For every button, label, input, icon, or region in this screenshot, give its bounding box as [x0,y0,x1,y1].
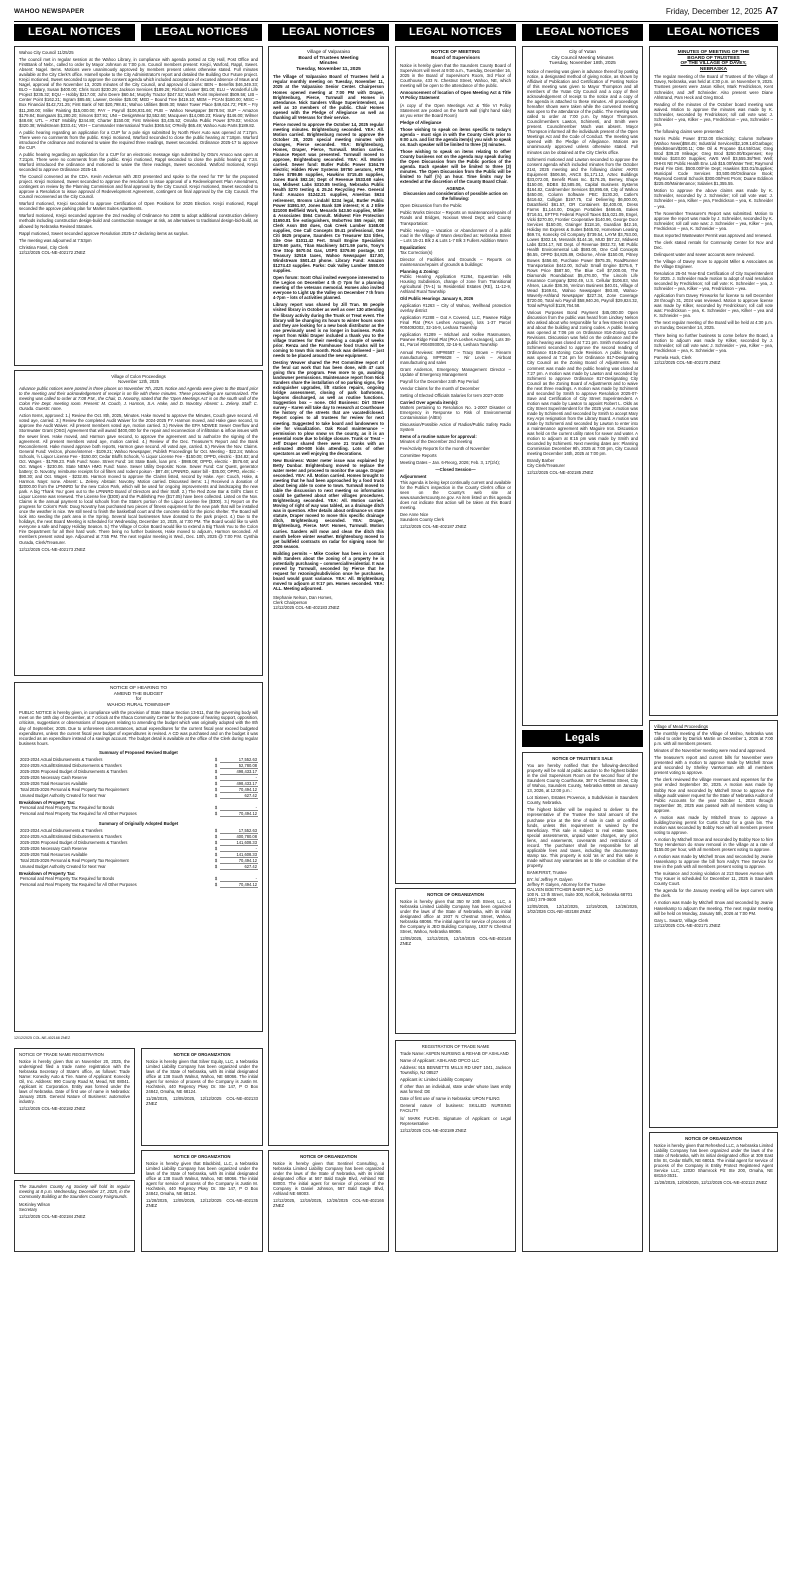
budget-row-currency: $ [214,876,218,882]
notice-text: Notice is hereby given that Refreshed LLC, a Nebraska Limited Liability Company has been organized under the laws of the State of Nebraska, with its initial designated office at 309 East Elm St, Cedar Bluffs, NE 68015. The initial agent for service of process of the Company is Entity Protect Registered Agent Service LLC, 12020 Shamrock Plz Ste 200, Omaha, NE 68154-3531. [654,1143,773,1179]
budget-row-amount: - [220,876,258,882]
notice-title: NOTICE OF ORGANIZATION [685,1136,742,1141]
notice-code: 12/12/2025 COL-NE-402185 ZNEZ [527,470,594,476]
budget-row [19,863,258,869]
notice-title: MINUTES OF MEETING OF THE [677,50,750,55]
notice-text: Norris Public Power $732.00 Electricity; Column Software (Wahoo News)$58.45; Industrial Services/$2,109.14/Garbage; Windstream/$200.11; Otte Oil & Propane $14.55/Gas; Greg Brod $39.20 Mileage; Greg Brod $250.00/Expenses; Key Wahoo $103.00 Supplies; AWS Well $3,555.38/Test Well; DHHS NE Public Health Env. Lab $15.00/Water Test; Raymond Rural Fire Dist. $500.00/Fire Dept; Hawkins $33.01/Supplies; Municipal Code Services $3,500.00/Ordinance Book; Raymond Central Schools $300.00/Fest Prom; Duane Eddinon $225.00/Maintenance; Salaries $1,355.55. [654,135,773,187]
notice-text: Building permits – Mike Cooker has been in contact with Sanders about the zoning of a property he is potentially purchasing – commercial/residential. It was moved by Turnwall, seconded by Pierce that he request for rezoning/subdivision once he purchases, board would grant variance. YEA: All. Brightenburg moved to adjourn at 9:17 pm. Homes seconded. YEA: ALL. Meeting adjourned. [273,550,384,592]
section-header-1: LEGAL NOTICES [14,24,135,41]
agenda-item: Committee Reports [400,453,437,459]
notice-yutan-minutes [522,46,643,726]
notice-text: The Council convened as the CDA. Kevin Anderson with JEO presented and spoke to the need for TIF for the proposed project. Krejci motioned, Sweet seconded to approve the resolution to issue approval of a Redevelopment Plan Amendment, contingent on review by the Planning Commission and final approval by the City Council. Krejci motioned, Sweet seconded to approve a Resolution to issue approval of Redevelopment Agreement, contingent on final approval by the City Council. The Council reconvened as the City Council. [19,174,258,200]
budget-row-label: 2025-2026 Proposed Budget of Disbursements & Transfers [20,769,128,775]
notice-text: The nuisance and zoning violation at 213 Bowen Avenue with Troy Kauer is scheduled for December 11, 2025 in Saunders County Court. [654,871,773,887]
header-rule [14,21,778,22]
notice-colon-proceedings [14,370,263,676]
notice-text: Open forum: Scott Ohai invited everyone interested to the Legion on December 4 th @ 7pm for a planning meeting of the veterans memorial. Homes also invited everyone to Light Up the Valley on December 7 th from 4-7pm – lots of activities planned. [273,275,384,301]
page-number: A7 [765,6,778,17]
budget-row-label: 2025-2026 Necessary Cash Reserve [20,775,88,781]
budget-row-label: 2025-2026 Proposed Budget of Disbursements & Transfers [20,840,128,846]
notice-trade-name-aspen [395,1040,516,1252]
section-header-6: LEGAL NOTICES [649,24,778,41]
budget-row-label: Unused Budget Authority Created for Next Year [20,793,106,799]
notice-code: 12/12/2025 COL-NE-402183 ZNEZ [273,605,340,611]
agenda-item: Discussion/Possible Action of Radios/Public Safety Radio System [400,422,511,433]
notice-text: Minutes of the November meeting were read and approved. [654,748,767,754]
notice-text: The clerk stated rentals for Community Center for Nov and Dec. [654,239,773,250]
agenda-item: Fee/Activity Reports for the month of November [400,446,490,452]
notice-text: Pierce moved to approve the October 14, 2025 regular meeting minutes. Brightenburg seconded. YEA: All. Motion carried. Brightenburg moved to approve the October 28, 2025 special meeting minutes with changes, Pierce seconded. YEA: Brightenburg, Homes, Draper, Pierce, Turnwall. Motion carries. Finance Report was presented. Turnwall moved to approve, Brightenburg seconded. YEA: All. Motion carried. Sewer fund: Butler Public Power $164.79 electric; Hidden River Systems $9750 aerators, HTM Sales $789.86 supplies, Hawkins $715.45 supplies, Jones Bank $92.16; Dept of Revenue $533.68 sales tax, Midwest Labs $310.85 testing, Nebraska Public Health $270 testing & 25.24 Recycling Fee. General fund: Amazon $1242.21 supplies, Ameritas $624 retirement, Bromm Lindahl $234 legal, Butler Public Power $1861.97, Jones Bank $39 interest; K & J Elite $21000 Bellfield Work, Menards $43.50 supplies, Miller & Associates $564 Consult. Midwest Fire Protection $1650.81 fire extinguishers, MoboTrex $65 repair, NE Clerk Assn $50 dues, Oak Creek Lumber $168.08 supplies, One Call Concepts $9.41 professional, One Citi $625 propane, Saunders Co Treasurer $24 titles, Site One $1011.42 Fert. Small Engine Specialists $279.60 parts, Titan Machinery $471.59 parts, Tony's One Stop $670.04 Gas, USPS $376.90 postage, US Treasury $2516 taxes, Wahoo Newspaper $17.80, Windstream $501.43 phone. Library Fund: Amazon $1274.43 supplies. Parks: Oak Valley Lumber $550.00 supplies. [273,121,384,274]
budget-row-label: Personal and Real Property Tax Required for Bonds [20,876,115,882]
issue-date-text: Friday, December 12, 2025 [665,7,763,16]
budget-row-currency: $ [214,763,218,769]
notice-title: NOTICE OF ORGANIZATION [173,1154,231,1159]
section-header-5: LEGAL NOTICES [522,24,643,41]
budget-row-label: Total 2025-2026 Personal & Real Property Tax Requirement [20,787,129,793]
budget-row-label: 2025-2026 Total Resources Available [20,781,88,787]
notice-text: Library report was shared by Jill Tran. 55 people visited library in October as well as over 130 attending the library activity during the Trunk or Treat event. The library will be changing its hours to winter hours soon and they are looking for a new book distributor as the one previously used is no longer in business. Parks report from Nikki Draper included a thank you to the village trustees for their meeting a couple of weeks prior. Renza and the Farmhouse food trucks will be coming to town this month. Rock was delivered – just needs to be placed around the new equipment. [273,302,384,358]
notice-text: A motion was made by Mitchell Snow and seconded by Jeanie Hasenkamp to approve the bill from Andy's Tree Service for tree in the park with all members present voting to approve. [654,854,773,870]
agenda-item: Public Works Director – Reports on maintenance/repairs of Roads and Bridges, Noxious Weed Dept; and County Transportation: [400,210,511,226]
notice-title: Minutes [319,61,338,67]
notice-title: NOTICE OF HEARING TO [109,686,168,691]
budget-row-label: Personal and Real Property Tax Required for Bonds [20,805,115,811]
budget-row-currency: $ [214,775,218,781]
notice-signature: 100 N. 13 th Street, Suite 300, Norfolk, Nebraska 68701 [527,892,633,898]
budget-table-original [19,828,258,870]
agenda-heading: AGENDA [446,186,465,192]
budget-row-amount: - [220,805,258,811]
budget-row-amount: 498,433.17 [220,768,258,774]
budget-row-label: 2025-2026 Total Resources Available [20,852,88,858]
budget-row-amount: 627.42 [220,792,258,798]
notice-text: The meeting was adjourned at 7:53pm [19,237,92,243]
notice-code: 12/05/2025, 12/12/2025, 12/19/2025, 12/26/2025, 1/02/2026 COL-NE-402188 ZNEZ [527,904,638,915]
budget-row-currency: $ [214,769,218,775]
budget-row-amount: 70,494.12 [220,786,258,792]
budget-row-currency: $ [214,864,218,870]
notice-signature: Saunders County Clerk [400,516,444,522]
agenda-item: Setting of Elected Officials Salaries for term 2027-2030 [400,392,504,398]
notice-title: Tuesday, November 11, 2025 [296,66,361,72]
notice-text: Notice is hereby given that Silver Equity, LLC, a Nebraska Limited Liability Company has been organized under the laws of the State of Nebraska, with its initial designated office at 138 South Walnut, Wahoo, NE 68066. The initial agent for service of process of the Company is Justin M. Hochstein, 440 Regency Pkwy Dr. Ste 147, P O Box 24842, Omaha, NE 68124. [146,1059,258,1095]
notice-text: You are hereby notified that the following-described property will be sold at public auction to the highest bidder in the civil Supervisors Room on the second floor of the Saunders County Courthouse, 387 N Chestnut Street, City of Wahoo, Saunders County, Nebraska 68066 on January 13, 2026, at 12:00 p.m.: [527,763,638,794]
notice-text: Reading of the minutes of the October board meeting was waived. Motion to approve the minutes was made by K. Schneider, seconded by Fredrickson; roll call vote was: J. Schneider – yea, Kilker – yea, Fredrickson – yea, Schneider – yea. [654,101,773,127]
agenda-item: Minutes of the December 2nd meeting [400,439,473,445]
notice-title: Wahoo City Council 11/25/25 [19,50,74,55]
agenda-item: Annual Reviews: MP#6587 – Tracy Brown – Firearm manufacturing. MP#6628 – Nir Levin – Airboat manufacturing and sales [400,349,511,365]
notice-text: Bous reported Wastewater Permit was approved and renewed. [654,232,773,238]
budget-row-currency: $ [214,757,218,763]
notice-title: City Council Meeting Minutes [551,55,614,61]
notice-signature: BY: /s/ Jeffrey P. Galyen [527,877,573,883]
notice-text: Notice is hereby given that the Saunders County Board of Supervisors will meet at 9:00 a.m., Tuesday, December 16, 2025 in the Board of Supervisor's Room, 3rd Floor of Courthouse, 433 N. Chestnut Street, Wahoo, NE, which meeting will be open to the attendance of the public. [400,63,511,89]
issue-date [666,6,778,17]
notice-signature: McKinley Wilson [19,1202,51,1208]
agenda-heading: —Closed Session— [435,467,476,473]
notice-text: This agenda is being kept continually current and available for the Public's inspection in the County Clerk's office or seen on the County's web site at www.saunderscounty.ne.gov. An item listed on this agenda does not indicate that action will be taken at this Board meeting. [400,479,511,510]
section-header-4: LEGAL NOTICES [395,24,516,41]
budget-row-amount: 52,780.08 [220,762,258,768]
notice-text: Name of Applicant: ASHLAND OPCO LLC [400,1058,480,1064]
budget-row-currency: $ [214,787,218,793]
notice-signature: Christina Fasel, City Clerk [19,244,69,250]
notice-text: Those wishing to speak on items specific to today's agenda – must sign in with the County Clerk prior to 9:00 a.m. and list the agenda item(s) you wish to speak on. Each speaker will be limited to three (3) minutes. [400,126,511,147]
notice-davey-minutes [649,46,778,716]
agenda-item: Payroll for the December 24th Pay Period [400,378,479,384]
notice-text: A public hearing regarding an application for a CUP for a pole sign submitted by North River Auto was opened at 7:17pm. There were no comments from the public. Krejci motioned, Warford seconded to close the public hearing at 7:18pm. Warford introduced the ordinance and motioned to waive the required three readings, Sweet seconded. Ordinance 2025-17 to approve the CUP. [19,129,258,150]
notice-text: If other than an individual, state under whose laws entity was formed: DE [400,1084,511,1095]
budget-row [19,881,258,887]
notice-text: Notice is hereby given that 350 W 10th Street, LLC, a Nebraska Limited Liability Company has been organized under the laws of the State of Nebraska, with its initial designated office at 1937 N Chestnut Street, Wahoo, Nebraska 68066. The initial agent for service of process of the Company is JEO Building Company, 1937 N Chestnut Street, Wahoo, Nebraska 68066. [400,899,511,935]
notice-organization-blackbird [141,1150,263,1252]
budget-row-label: 2025-2026 Necessary Cash Reserve [20,846,88,852]
notice-title: Board of Trustees Meeting [298,55,359,61]
agenda-heading: Equalization: [400,244,427,250]
notice-text: Date of first use of name in Nebraska: UPON FILING [400,1096,500,1102]
budget-row-amount: 141,608.33 [220,839,258,845]
budget-table-proposed [19,757,258,799]
notice-signature: GALYEN BOETTCHER BAIER PC, LLO [527,887,603,893]
budget-row-label: 2023-2024 Actual Disbursements & Transfers [20,757,103,763]
notice-text: The Saunders County Ag Society will hold its regular meeting at 8 p.m. Wednesday, December 17, 2025, in the Community Building at the Saunders County Fairgrounds. [19,1184,130,1200]
notice-text: PUBLIC NOTICE is hereby given, in compliance with the provision of State Statue Section 13-511, that the governing body will meet on the 18th day of December, at 7 o'clock at the Ithaca Community Center for the purpose of hearing support, opposition, criticism, suggestions or observations of taxpayers relating to amending the budget which was originally adopted with the 8th day of September, 2025. Due to unforeseen circumstances, actual expenditures for the current fiscal year exceed budgeted expenditures, unless the current fiscal year budget of expenditures is revised. A CD was purchased and on the budget it was recorded as an expenditure instead of a savings account. The budget detail is available at the office of the Clerk during regular business hours. [19,710,258,746]
notice-text: Address: 915 BENNETTS MILLS RD UNIT 1041, Jackson Township, NJ 08527 [400,1065,511,1076]
notice-title: Tuesday, November 18th, 2025 [549,61,616,67]
notice-organization-silver-equity [141,1048,263,1146]
notice-text: A motion was made by Mitchell Snow and seconded by Jeanie Hasenkamp to adjourn the meeting. The next regular meeting will be held on Monday, January 5th, 2026 at 7:00 PM. [654,900,773,916]
budget-table-original-tax [19,876,258,888]
agenda-heading: Adjournment [400,474,427,480]
agenda-item: Application #1263 – City of Wahoo, Wellhead protection overlay district [400,303,511,314]
budget-row-currency: $ [214,793,218,799]
notice-trustees-sale [522,752,643,1252]
notice-trade-name [14,1048,135,1174]
notice-mead-proceedings [649,720,778,1128]
budget-row-amount: 70,494.12 [220,810,258,816]
notice-title: NEBRASKA [699,66,728,72]
notice-text: Warford motioned, Krejci seconded to approve Certification of Open Positions for 2026 Election. Krejci motioned, Rappl seconded the approve parking plan for Market Suites Apartments. [19,201,258,212]
notice-text: Those wishing to speak on items relating to other County business not on the agenda may speak during the Open Discussion from the Public portion of the agenda. Each speaker will be limited to three (3) minutes. The Open Discussion from the Public will be limited to half (½) an hour. Time limits may be extended at the discretion of the County Board Chair. [400,148,511,185]
notice-signature: (402) 379-3600 [527,897,557,903]
notice-signature: Brandy Barber [527,458,555,464]
masthead [14,6,778,20]
budget-heading: Summary of Proposed Revised Budget [99,749,178,755]
budget-row-amount: 400,780.08 [220,833,258,839]
notice-text: There being no further business to come before the Board, a motion to adjourn was made by Kilker, seconded by J. Schneider; roll call vote was: J. Schneider – yea, Kilker – yea, Fredrickson – yea, K. Schneider – yea. [654,332,773,353]
budget-row-label: Personal and Real Property Tax Required for All Other Purposes [20,811,137,817]
budget-row-amount: 627.42 [220,863,258,869]
budget-row-label: Unused Budget Authority Created for Next Year [20,864,106,870]
agenda-item: Open Discussion from the Public [400,203,462,209]
notice-title: NOTICE OF MEETING [430,50,481,55]
notice-title: NOTICE OF TRADE NAME REGISTRATION [19,1052,104,1057]
notice-text: The agenda for the January meeting will be kept current with the clerk. [654,888,773,899]
notice-organization-350-w-10th [395,888,516,1034]
notice-title: Board of Supervisors [431,55,480,61]
notice-code: 11/28/2025, 12/05/2025, 12/12/2025 COL-NE-402113 ZNEZ [654,1180,768,1186]
notice-organization-sentinel [268,1150,389,1252]
notice-title: Village of Valparaiso [306,50,351,55]
notice-text: Notice is hereby given that Blackbird, LLC, a Nebraska Limited Liability Company has been organized under the laws of the State of Nebraska, with its initial designated office at 138 South Walnut, Wahoo, NE 68066. The initial agent for service of process of the Company is Justin M. Hochstein, 440 Regency Pkwy Dr. Ste 147, P O Box 24842, Omaha, NE 68124. [146,1161,258,1197]
notice-signature: Jeffrey P. Galyen, Attorney for the Trustee [527,882,606,888]
budget-row [19,792,258,798]
notice-valparaiso-minutes [268,46,389,1146]
budget-row-currency: $ [214,781,218,787]
notice-code: 12/05/2025, 12/12/2025, 12/19/2025 COL-NE-402148 ZNEZ [400,936,511,947]
notice-signature: City Clerk/Treasurer [527,463,565,469]
notice-date: November 12th, 2025 [118,379,159,385]
notice-text: The following claims were presented: [654,128,724,134]
budget-row-currency: $ [214,811,218,817]
budget-heading: Summary of Originally Adopted Budget [98,820,179,826]
agenda-item: Tax Correction(s) [400,249,433,255]
budget-row [19,810,258,816]
budget-subheading: Breakdown of Property Tax: [19,870,76,876]
notice-code: 12/12/2025 COL-NE-402184 ZNEZ [19,1214,86,1220]
notice-text: The next regular meeting of the Board will be held at 4:30 p.m. on Sunday, December 14, 2025. [654,320,773,331]
notice-text: The clerk reviewed the village revenues and expenses for the year ended September 30, 2025. A motion was made by Bobby Noe and seconded by Mitchell Snow to approve the village audit waiver request for the State of Nebraska Auditor of Public Accounts for the year October 1, 2024 through September 30, 2025 was passed with all members voting to approve. [654,777,773,813]
notice-title: NOTICE OF ORGANIZATION [427,892,484,897]
notice-text: The council met in regular session at the Wahoo Library, in compliance with agenda posted at City Hall, Post Office and FirstBank of Nebr., called to order by Mayor Johnson at 7:00 p.m. Council members present: Krejci, Warford, Rappl, Sweet. Absent: Nagel. Items. Motions were unanimously approved by members present unless otherwise stated. Full minutes available at the City Clerk's office. Hamell spoke to the City Administrator's report and detailed the Building Our Future project. Krejci motioned, Sweet seconded to approve the consent agenda which included acceptance of excused absence of Maus and Nagel, approval of the November 13, 2025 minutes of the City Council, and approval of claims: BEN – Benefits $46,349.33; BLO – Salary, Susan $400.00; Chris Scott $230.29; Jackson Services $189.26; Richard Lower $81.00; ELU – Wonderful Life Project $235.32; EQU – Hobby $217.00; John Deere $60.54; Murphy Tractor $247.52; Wash Point Implement $509.56; LIB – Center Point $162.21; Ingram $85.65; Lawver, Denise $25.00; MED – Bound Tree $419.10; MEM – PCAN $180.00; MISC – Box Financial $142,721.25; First Bank of NE $20,798.81; Wahoo Utilities $849.30; Water Tower Place $49,624.72; PER – Fry $11,280.00; Miller Painting $15,000.00; PAY – Payroll $106,931.66; PUB – Wahoo Newspaper $678.94; SUP – Amazon $179.84; Bomgaars $1,280.20; Simons $37.91; UNI – DesignWear $2,552.60; Macqueen $14,080.23; Rivany $146.00; Wilmer $48.69; UTL – AT&T Mobility $244.80; Charter $150.00; First Wireless $3,435.52; Omaha Public Power $79.02; Verizon $320.38; Windstream $333.41; VEH – Commander International Trucks $365.54; O'Reilly $65.49; Wahoo Auto Parts $189.82. [19,57,258,128]
notice-text: (A copy of the Open Meetings Act & Title VI Policy Statement are posted on the North wall (right hand side) as you enter the Board Room) [400,102,511,118]
agenda-item: Director of Facilities and Grounds – Reports on maintenance/repairs of grounds & buildings: [400,256,511,267]
notice-text: New Business: Water meter issue was explained by Betty Dunbar. Brightenburg moved to replace the water meter and proceed to monitor the usage. Draper seconded. YEA: All. Motion carried. Homes brought to meeting that he had been approached by a food truck about being able to come to town. Turnwall moved to table the discussion to next meeting so information could be gathered about other villages procedures. Brightenburg seconded. YEA: All. Motion carried. Moving of right of way was tabled, as a drainage ditch was in question. After details about ordinance vs state statute, Draper moved to move this specific drainage ditch, Brightenburg seconded. YEA: Draper, Brightenburg, Pierce. NAY: Homes, Turnwall. Motion carries. Sanders will mow and clean the ditch this month before winter weather. Brightenburg moved to get bulkfield contracts on radar for signing soon for 2026 season. [273,457,384,549]
agenda-item: Meeting Dates – Jan. 6-Reorg, 2026; Feb. 3, 17(2/4); [400,460,500,466]
budget-row-label: 2024-2025 Actual/Estimated Disbursements & Transfers [20,763,122,769]
agenda-item: Grant Anderson, Emergency Management Director – Update of Emergency Management [400,366,511,377]
notice-title: WAHOO RURAL TOWNSHIP [107,702,170,708]
budget-row-label: Total 2025-2026 Personal & Real Property Tax Requirement [20,858,129,864]
notice-text: Applicant is: Limited Liability Company [400,1077,473,1083]
budget-row-label: 2024-2025 Actual/Estimated Disbursements & Transfers [20,834,122,840]
notice-text: A motion was made by Mitchell Snow to approve a building/zoning permit for Curtis Chaz for a grain bin. The motion was seconded by Bobby Noe with all members present voting to approve. [654,814,773,835]
notice-text: Destiny Weaver shared the Pet Committee report of the feral cat work that has been done, with 47 cats going thru the program. Few more to go, awaiting landowner permissions. Maintenance report from Nick Sanders share the installation of no parking signs, fire extinguisher upgrades, lift station repairs, ongoing bridge assessment, closing of park bathrooms, lagoons discharged, as well as routine functions. Suggestion box – none. Old Business: Dirt Street survey – Karen will take day to research at Courthouse the history of the streets that are vacated/closed. Report copies to all trustees for review for next meeting. Suggested to take board and landowners to site for visualization. Oak Road maintenance – permission to plow snow vs the county, as it is an essential route due to bridge closure. Trunk or Treat – Jeff Draper shared there were 21 trunks with an estimated 450-500 kids attending. Lots of other spectators as well enjoying the decorations. [273,359,384,456]
agenda-heading: Carried Over agenda item(s): [400,399,459,405]
budget-row-amount: 17,552.63 [220,828,258,834]
notice-text: The highest bidder will be required to deliver to the representative of the Trustee the total amount of the purchase price at the time of sale in cash or certified funds, unless this requirement is waived by the Beneficiary. This sale is subject to real estate taxes, special assessments, unpaid water charges, any prior liens, and easements, covenants and restrictions of record. The purchaser shall be responsible for all applicable fees and taxes, including the documentary stamp tax. This property is sold 'as is' and this sale is made without any warranties as to title or condition of the property. [527,807,638,868]
publication-name: WAHOO NEWSPAPER [14,8,85,15]
notice-signature: Clerk Chairperson [273,600,308,606]
notice-code: 12/12/2025 COL-NE-402182 ZNEZ [19,1106,86,1112]
notice-code: 11/28/2025, 12/05/2025, 12/12/2025 COL-NE-402133 ZNEZ [146,1096,258,1107]
notice-title: City of Yutan [568,50,597,55]
notice-ag-society [14,1180,135,1252]
notice-text: Trade Name: ASPEN NURSING & REHAB OF ASHLAND [400,1051,509,1057]
budget-row-amount: 17,552.63 [220,757,258,763]
agenda-heading: Pledge of Allegiance [400,119,442,125]
budget-subheading: Breakdown of Property Tax: [19,799,76,805]
budget-row-currency: $ [214,834,218,840]
notice-text: A public hearing regarding an application for a CUP for an electronic message sign submitted by Otto's Amoco was open at 7:21pm. There were no comments from the public. Krejci motioned, Rappl seconded to close the public hearing at 7:24. Warford introduced the ordinance and motioned to waive the three readings, Sweet seconded. Warford motioned, Krejci seconded to approve Ordinance 2025-18. [19,151,258,173]
budget-row-currency: $ [214,882,218,888]
notice-text: Notice is hereby given that Sentinel Consulting, a Nebraska Limited Liability Company has been organized under the laws of the State of Nebraska, with its initial designated office at 567 Bald Eagle Blvd, Ashland NE 68003. The initial agent for service of process of the Company is Daniel Johnson, 567 Bald Eagle Blvd, Ashland NE 68003. [273,1161,384,1197]
section-header-2: LEGAL NOTICES [141,24,262,41]
notice-wahoo-council [14,46,263,366]
notice-text: The Village of Valparaiso Board of Trustees held a regular monthly meeting on Tuesday, November 11, 2025 at the Valparaiso Senior Center. Chairperson Homes opened meeting at 7:00 PM with Draper, Brightenburg, Pierce, Turnwall and Homes in attendance. Nick Sanders Village Superintendent, as well as 10 members of the public. Chair Homes opened with the Pledge of Allegiance as well as thanking all Veterans for their service. [273,74,384,120]
agenda-subheading: Discussion and consideration of possible action on the following: [403,191,508,202]
notice-code: 12/12/2025 COL-NE-402170 ZNEZ [654,359,721,365]
budget-row-amount: 70,494.12 [220,857,258,863]
notice-title: NOTICE OF ORGANIZATION [173,1052,231,1057]
section-header-3: LEGAL NOTICES [268,24,389,41]
notice-title: for [135,697,142,703]
notice-code: 12/12/2025 COL-NE-402173 ZNEZ [19,546,86,552]
notice-text: /s/ MARK FUCHS. Signature of Applicant or Legal Representative [400,1115,511,1126]
notice-text: Application from Davey Fireworks for license to sell December 28 through 31, 2024 was reviewed. Motion to approve license was made by Kilker, seconded by Fredrickson; roll call vote was: Fredrickson – yea, K. Schneider – yea, Kilker – yea and K. Schneider – yea. [654,293,773,319]
budget-row-currency: $ [214,840,218,846]
budget-row-currency: $ [214,828,218,834]
notice-signature: Stephanie Nelson, Dan Homes, [273,595,333,601]
agenda-item: Application #1288 – Got A Covered, LLC, Pawnee Ridge Final Plat (PKA Leshes Acreages), lots 1-37 Parcel #004092002, 32-16-9, Leshara Township [400,315,511,331]
notice-text: General nature of business: SKILLED NURSING FACILITY [400,1103,511,1114]
notice-signature: Pamela Huck, Clerk [654,354,692,360]
notice-title: NOTICE OF TRUSTEE'S SALE [552,756,613,761]
notice-board-of-supervisors [395,46,516,884]
agenda-heading: Announcement of location of Open Meeting Act & Title VI Policy Statement [400,90,511,101]
budget-row-currency: $ [214,858,218,864]
budget-row-currency: $ [214,846,218,852]
agenda-item: Old Public Hearings January 6, 2026 [400,296,474,302]
notice-title: Village of Colon Proceedings [111,374,166,379]
agenda-item: Public Hearing Application #1264, Equestrian Hills Housing Subdivision, change of zone from Transitional Agricultural (TA-1) to Residential Estates (RE), 11-12-9, Ashland Rural Township [400,273,511,295]
notice-code: 12/12/2025 COL-NE-402171 ZNEZ [654,922,721,928]
notice-code: 12/12/2025 COL-NE-402172 ZNEZ [19,249,86,255]
notice-code: 12/12/2025 COL-NE-402168 ZNEZ [14,1036,71,1040]
budget-row-amount: - [220,774,258,780]
notice-text: The treasurer's report and current bills for November were presented with a motion to approve made by Mitchell Snow and seconded by Shelley VanNorman with all members present voting to approve. [654,755,773,776]
notice-code: 12/12/2025 COL-NE-402189 ZNEZ [400,1127,467,1133]
notice-text: The November Treasurer's Report was submitted. Motion to approve the report was made by J. Schneider, seconded by K. Schneider; roll call vote was: J. Schneider – yea, Kilker – yea, Fredrickson – yea, K. Schneider – yea. [654,210,773,231]
notice-signature: Gary L. Swartz, Village Clerk [654,917,709,923]
notice-text: A motion by Mitchell Snow and seconded by Bobby Noe to hire Tony Henderson do snow removal in the village at a rate of $155.00 per hour, with all members present voting to approve. [654,836,773,853]
notice-text: Warford motioned, Krejci seconded approve the 2nd reading of Ordinance No 2488 to adopt additional construction delivery methods including construction design-build and construction manager at risk, as alternatives to traditional design-bid-build, as allowed by Nebraska Revised Statutes. [19,213,258,229]
notice-text: Rappl motioned, Sweet seconded approve Resolution 2025-17 declaring items as surplus. [19,230,189,236]
agenda-item: Vendor Claims for the month of December [400,385,480,391]
notice-signature: Dee Anne Nice [400,511,429,517]
notice-code: 12/12/2025 COL-NE-402187 ZNEZ [400,523,467,529]
notice-text: Motion to approve the above claims was made by K. Schneider, seconded by J. Schneider; roll call vote was: J. Schneider – yea, Kilker – yea, Fredrickson – yea, K. Schneider – yea. [654,188,773,209]
budget-row-amount: 141,608.33 [220,851,258,857]
notice-text: The Village of Davey move to appoint Miller & Associates as the Village Engineer. [654,258,773,269]
notice-title: BOARD OF TRUSTEES [687,55,740,61]
notice-organization-refreshed [649,1132,778,1252]
notice-text: Lot Sixteen, Estates Provence, a Subdivision in Saunders County, Nebraska. [527,795,638,806]
budget-row-currency: $ [214,852,218,858]
agenda-item: Matters pertaining to Resolution No. 1-2007 Disaster or Emergency in Response to Risk of Environmental Contamination (AltEn) [400,404,511,421]
budget-row-amount: 498,433.17 [220,780,258,786]
budget-row-label: Personal and Real Property Tax Required for All Other Purposes [20,882,137,888]
agenda-heading: Planning & Zoning: [400,268,439,274]
notice-text: Action Items, approved: 1.) Review the Oct. 8th, 2025, Minutes. Hake moved to approve the Minutes, Couch gave second. All voted aye, carried. 2.) Review the completed Audit Waiver for the 2024-2025 FY. Harmon moved, and Hake gave second, to approve the Audit Waiver. All present members voted aye, motion carried. 3.) Review the EPA NDWEE Sewer Overflow and Stormwater Grant (OSG) Agreement that will award $400,000 for the repair and reconnection of infiltration & inflow issues with the sewer lines. Hake moved, and Harmon gave second, to approve the agreement and to authorize the signing of the agreement. All present members voted aye, motion carried. 4.) Review of the Dec. Treasurer's Report and the Bank Reconcilement. Hake moved approve both reports, Harmon gave second. All voted aye, carried. 5.) Review the Nov. Claims. General Fund: Verizon, phone/internet - $109.21; Wahoo Newspaper, Publish Proceedings for Oct. Meeting - $22.24; Wahoo Schools, ½ Liquor License Fee - $150.00; Cedar Bluffs Schools, ½ Liquor License Fee - $150.00; OPPD, electric - $34.82; and Oct. Wages - $1799.23. Park Fund: None. Street Fund: 1st State Bank, loan pmt. - $988.08; OPPD, electric - $576.60; and Oct. Wages - $230.06. State NEMA HMG Fund: None. Sewer Utility Deposits: None. Sewer Fund: Car Quest, generator battery; D. Novotny, reimburse receipts for oil filters and rodent poison - $87.48; LPNNRD, water bill - $35.00; OPPD, electric - $90.30; and Oct. Wages - $232.65. Harmon moved to approve the Claims listed, second by Hake. Aye: Couch, Hake, & Harmon. Nays: none. Absent: L. Zeleny. Abstain: Novotny. Motion carried. Discussed items: 1.) Received a donation of $2000.00 from the LPNNRD for the new Colon Park, which will be used for ongoing improvements and landscaping the new park. A big 'Thank You' goes out to the LPNNRD Board of Directors and their Staff. 2.) The Red Zone Bar & Grill's Class C Liquor License was renewed. The License fee ($300) and the Publishing Fee ($17.05) have been collected. Listed on the Nov. Claims is the annual payment to local schools from the State's portion of the Liquor License fee ($300). 3.) Report on the progress for Colon's Park: Doug Novotny has purchased two pieces of fitness equipment for the new park that will be installed once the weather is nice. We still need to finish the basketball court and the concrete slab for the picnic shelter. The Board will look into seeding the park area in the Spring. Several local businesses have donated to the park project. 4.) Due to the holidays, the next Board Meeting is scheduled for Wednesday, December 10, 2025, at 7:00 PM. The Board would like to wish everyone a safe and happy Holiday Season. 5.) The Village of Colon Board would like to extend a Big Thank You to the Colon Fire Department for all their hard work. There being no further business, Hake moved to adjourn, Harmon seconded. All members present voted aye. Adjourned at 7:55 PM. The next regular meeting is Wed., Dec. 10th, 2025 @ 7:00 P.M. Cynthia Ourada, Clerk/Treasurer. [19,413,258,545]
notice-text: Notice of meeting was given in advance thereof by posting notice, a designated method of giving notice, as shown by Affidavit of Publication and Certification of Posting Notice of this meeting was given to Mayor Thompson and all members of the Yutan City Council and a copy of their acknowledgement of receipt to the notice and a copy of the agenda is attached to these minutes. All proceedings hereafter shown were taken while the convened meeting was open to the attendance of the public. The meeting was called to order at 7:00 p.m. by Mayor Thompson. Councilmembers Lawton, Schimenti, and Smith were present. Councilmember Mach was absent. Mayor Thompson informed all the individuals present of the Open Meetings Act and the Code of Conduct. The meeting was opened with the Pledge of Allegiance. Motions are unanimously approved unless otherwise stated. Full minutes can be obtained at the City Clerks office. [527,68,638,155]
notice-signature: BANKFIRST, Trustee [527,869,567,875]
notice-title: OF THE VILLAGE OF DAVEY, [680,61,747,67]
legals-header: Legals [522,730,643,747]
budget-row-amount: 70,494.12 [220,881,258,887]
notice-budget-hearing [14,682,263,1032]
notice-text: Delinquent water and sewer accounts were reviewed. [654,251,755,257]
notice-title: Village of Mead Proceedings [654,724,709,729]
notice-code: 11/28/2025, 12/05/2025, 12/12/2025 COL-NE-402135 ZNEZ [146,1198,258,1209]
budget-row-label: 2023-2024 Actual Disbursements & Transfers [20,828,103,834]
notice-text: Resolution 25-04 Year-End Certification of City Superintendent for 2025. J. Schneider made motion to adopt of said resolution seconded by Fredrickson; roll call vote: K. Schneider – yea, J. Schneider – yea, Kilker – yea, Fredrickson – yea. [654,271,773,292]
notice-text: Advance public notices were posted in three places on November 7th, 2025. Notice and Agenda were given to the Board prior to the meeting and their acknowledgement of receipt is on file with these minutes. These proceedings are summarized. The meeting was called to order at 7:08 P.M., the Chair, D. Novotny, stated that the 'Open Meetings Act' is on the south wall of the Colon Fire Dept. meeting room. Present: M. Couch, J. Harmon, S.A. Hake, and D. Novotny. Absent: L. Zeleny. Staff: C. Ourada. Guests: none. [19,386,258,412]
agenda-item: Application #1289 – Michael and Kellee Rasmussen, Pawnee Ridge Final Plat (PKA Leshes Acreages), Lots 38-61, Parcel #004093000, 32-16-9, Leshara Township [400,332,511,348]
budget-table-proposed-tax [19,805,258,817]
notice-text: The regular meeting of the Board of Trustees of the Village of Davey, Nebraska, was held at 4:30 p.m. on November 9, 2025. Trustees present were Jason Kilker, Mark Fredrickson, Kent Schneider, and Jeff Schnieder. Also present were Diane Ahlstrand, Pam Heck and Greg Brod. [654,74,773,100]
notice-text: The monthly meeting of the Village of Malmo, Nebraska was called to order by Darrick Martin on December 1, 2025 at 7:00 p.m. with all members present. [654,731,773,747]
notice-title: NOTICE OF ORGANIZATION [300,1154,357,1159]
notice-code: 12/12/2025, 12/19/2025, 12/26/2025 COL-NE-402166 ZNEZ [273,1198,384,1209]
budget-row-amount: - [220,845,258,851]
notice-title: AMEND THE BUDGET [113,691,164,697]
budget-row-currency: $ [214,805,218,811]
agenda-heading: Items of a routine nature for approval: [400,434,477,440]
notice-text: Notice is hereby given that on November 20, 2025, the undersigned filed a trade name registration with the Nebraska Secretary of State's office, as follows: Trade Name: Konecky Auto & Tire. Name of Applicant: Konecky Oil, Inc. Address: 990 County Road M, Mead, NE 68041. Applicant is: Corporation. Entity was formed under the laws of Nebraska. Date of first use of name in Nebraska: January 2025. General Nature of Business: automotive industry. [19,1059,130,1105]
notice-signature: Secretary [19,1207,38,1213]
notice-title: REGISTRATION OF TRADE NAME [421,1044,490,1049]
notice-text: Various Purposes Bond Payment $45,000.00 Open discussion from the public was heard from Lindsey Nelson who asked about who responsible for a few streets in town and about the building and zoning codes. A public hearing was opened at 7:06 pm on Ordinance 816-Zoning Code Revisions. Discussion was held on the ordinance and the public hearing was closed at 7:21 pm. Smith motioned and Schimenti seconded to approve the second reading of Ordinance 816-Zoning Code Revision. A public hearing was opened at 7:24 pm for Ordinance 817-Designating City Council as the Zoning Board of Adjustments. No comment was made and the public hearing was closed at 7:27 pm. A motion was made by Lawton and seconded by Schimenti to approve Ordinance 817-Designating City Council as the Zoning Board of Adjustments and to waive the next three readings. A motion was made by Schimenti and seconded by Smith to approve Resolution 2025-07-Save and Certification of City Street Superintendent. A motion was made by Lawton to appoint Robert L. Olds as City Street Superintendent for the 2025 year. A motion was made by Schimenti and seconded by Smith to accept Mary Key Arps resignation from the Library Board. A motion was made by Schimenti and seconded by Lawton to enter into a maintenance agreement with Maguire Iron. Discussion was held on the current utility rates for sewer and water. A motion to adjourn at 8:15 pm was made by Smith and seconded by Schimenti. Next meeting dates are: Planning Commission December 9th, 2025 at 7:00 pm, City Council meeting December 16th, 2025 at 7:00 pm. [527,309,638,457]
notice-text: Schimenti motioned and Lawton seconded to approve the consent agenda which included minutes from the October 21st, 2025 meeting and the following claims: AKRS Equipment $506.56, ANCS $1,171.12, Aztec Buildings $33,072.00, Benefit Plans Inc. $176.25, Berney, Shupe $150.00, BDBS $2,585.06, Capital Business Systems $164.82, Cardmember Services $3,895.69, City of Wahoo $450.00, Column Software PBC $130.20, Cutler's $416.62, Culligan $197.75, Cul Delivering $6,000.00, DataShield $61.57, DR Containers $2,400.00, Dress Farms $1,144.00, Dragon Portables $466.65, Eakes $716.51, EFTPS Federal Payroll Taxes $15,021.09, Engel, Vicki $270.00, Frontier Cooperative $140.96, George Door Services $150.00, Grainger $118.16, Guardian $42.16, Holiday Inn Express & Suites $465.92, Hometown Leasing $69.74, Konecky Oil Company $739.54, LAYM $3,753.00, Lowes $302.16, Menards $144.16, MUD $57.22, Midwest Labs $234.17, NE Dept. of Revenue $932.72, NE Public Health Environmental Lab $593.00, One Call Concepts $6.55, OPPD $4,825.89, Osborne, Ahnie $150.00, Pitney Bowes $456.60, Purchase Power $975.35, RoadRunner Transportation $442.00, Schulz Small Engine $375.6, T Rows Price $587.50, The Blue Cell $7,000.00, The Diamonds Roundabout $5,476.00, The Lincoln Life Insurance Company $292.49, U.S. Cellular $106.83, Van Ahsen, Laurie $36.36, Verizon Business $40.01, Village of Mead $169.61, Wahoo Newspaper $93.80, Wahoo-Waverly-Ashland Newspaper $227.34, Zone Coverage $720.00, Total w/o Payroll $58,940.26, Payroll $29,824.32, Total w/Payroll $128,764.58. [527,156,638,308]
agenda-item: Public Hearing – Vacation or Abandonment of a public road in the Village of Wann described as: Nebraska Street – Lots 15-21 Blk 2 & Lots 1-7 Blk 3 Fullers Addition Wann [400,227,511,243]
